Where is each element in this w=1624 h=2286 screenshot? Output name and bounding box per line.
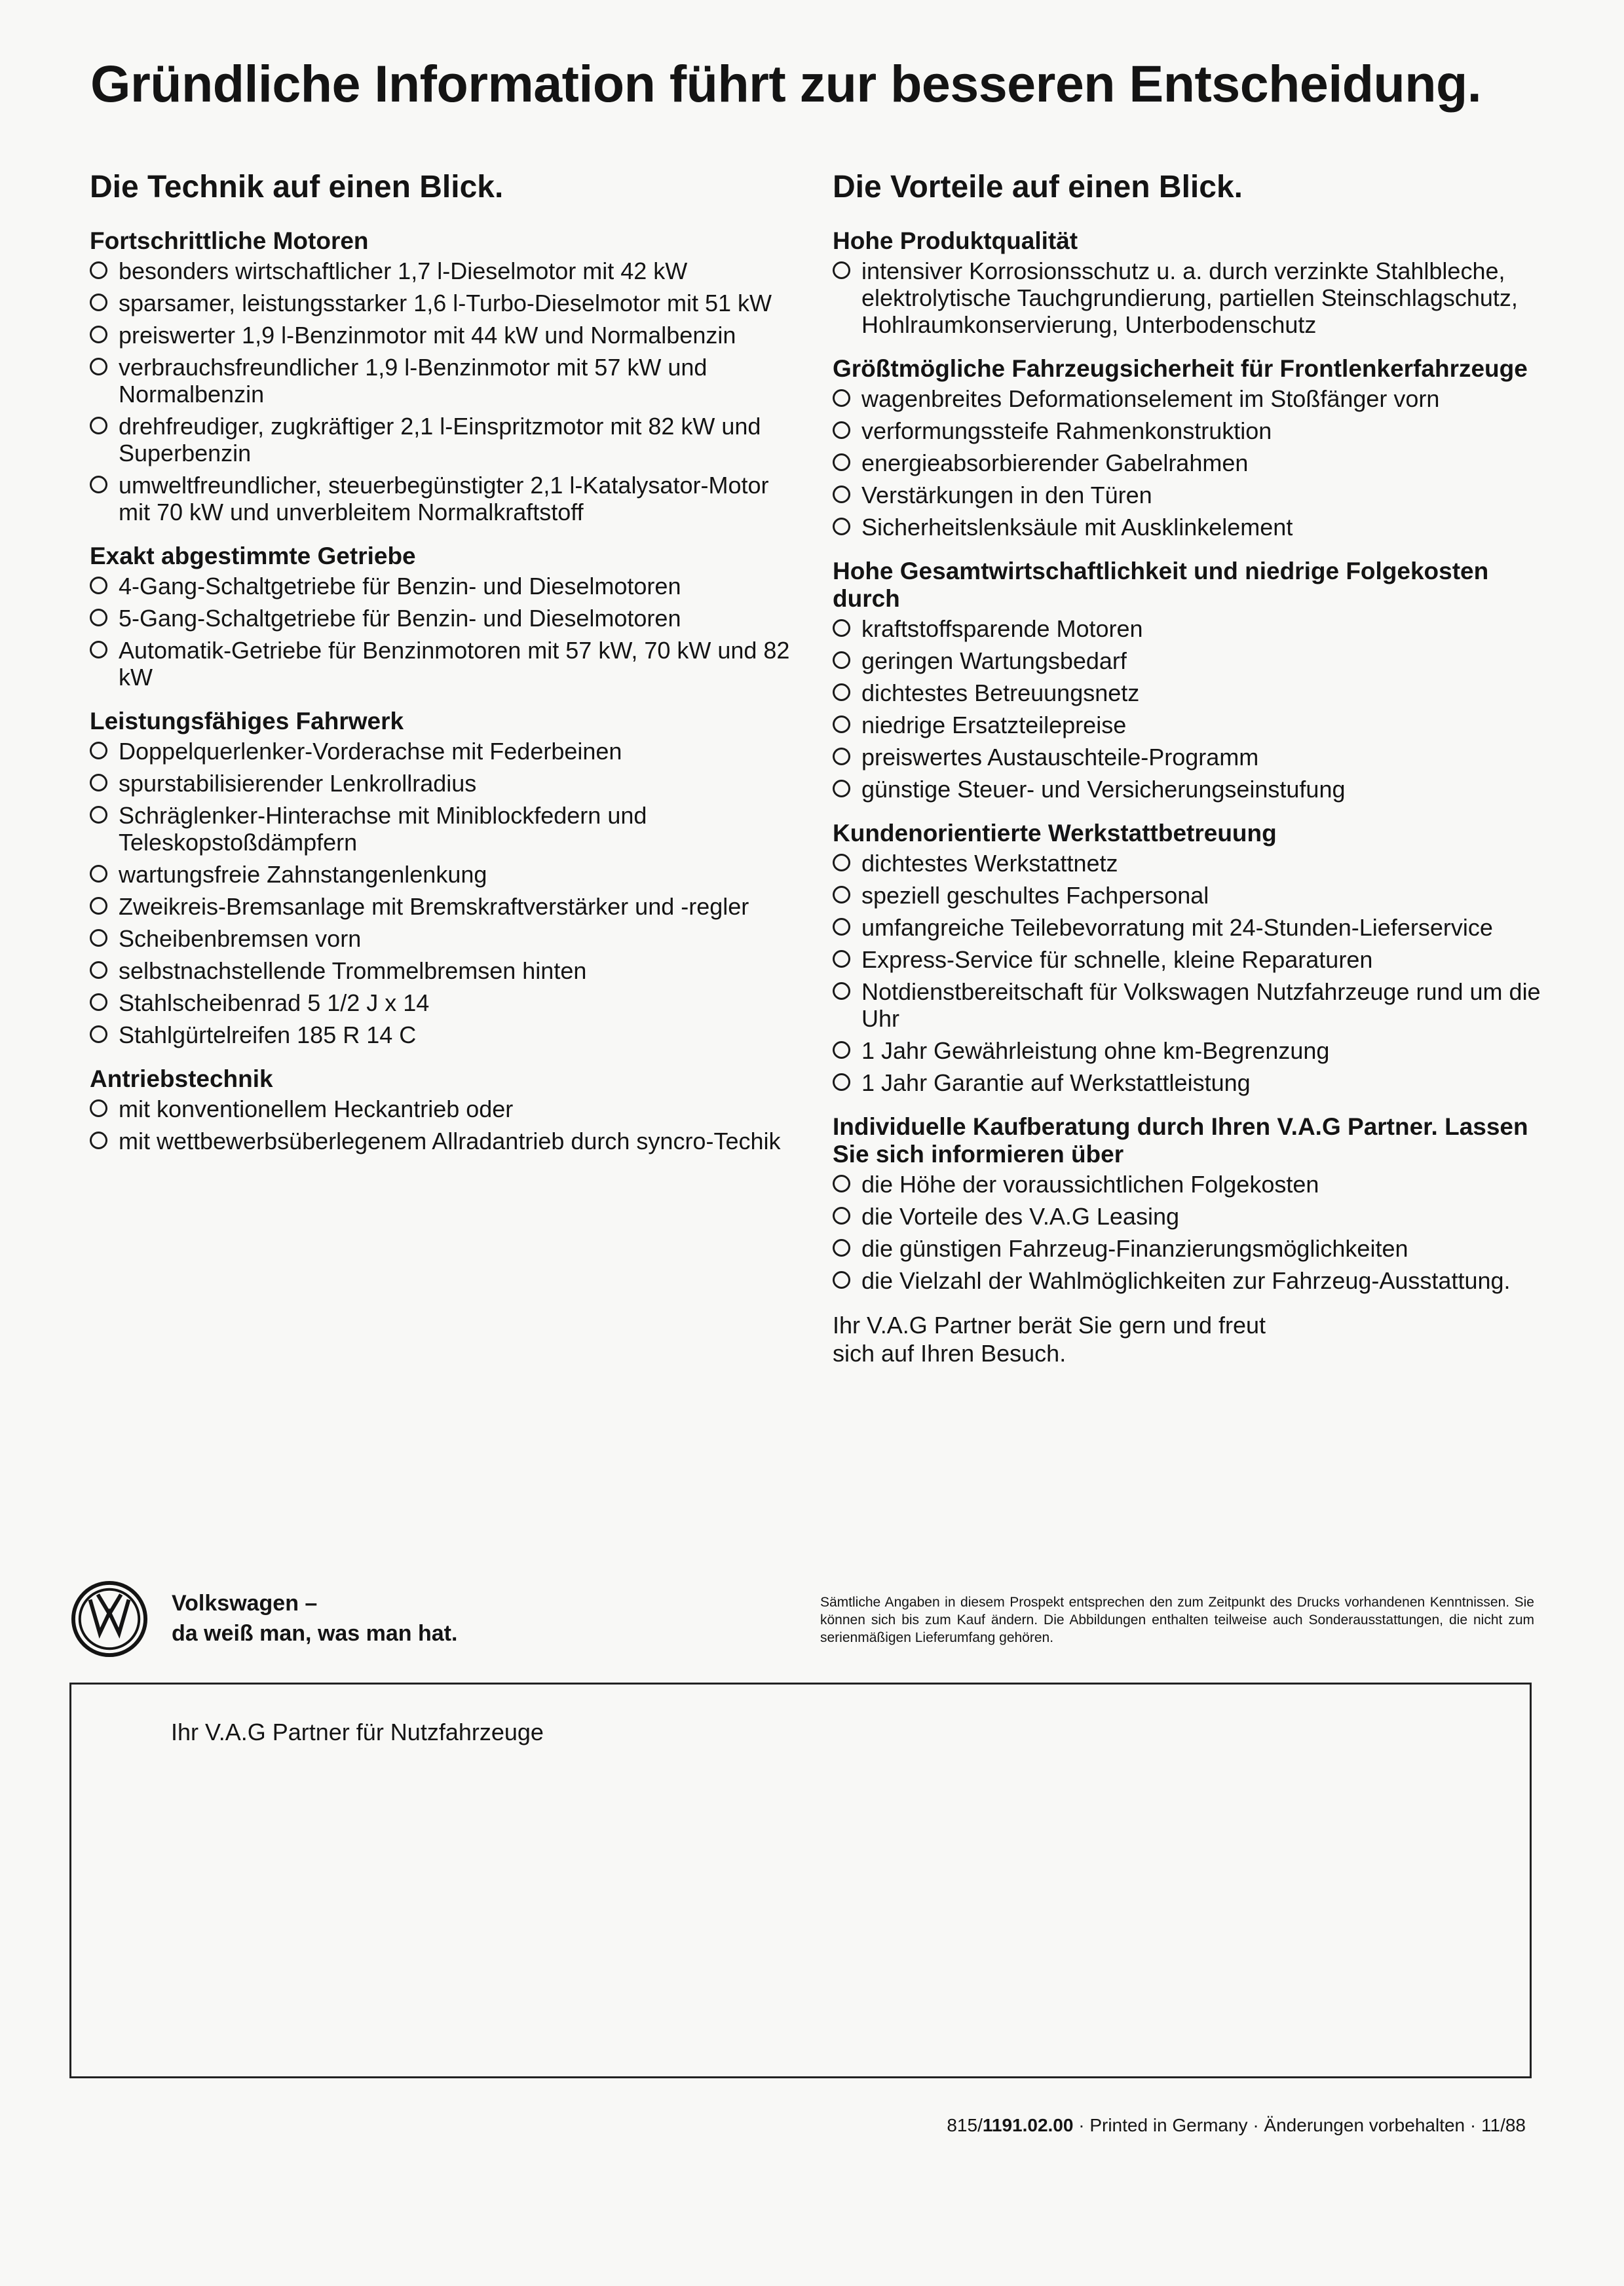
- feature-list: [820, 615, 1554, 803]
- list-item-text: Zweikreis-Bremsanlage mit Bremskraftverstärker und -regler: [119, 893, 749, 921]
- circle-bullet-icon: [90, 806, 107, 824]
- list-item-text: 4-Gang-Schaltgetriebe für Benzin- und Dieselmotoren: [119, 573, 681, 600]
- list-item: [77, 738, 804, 765]
- list-item: [820, 850, 1554, 877]
- list-item: [820, 712, 1554, 738]
- circle-bullet-icon: [90, 929, 107, 947]
- footer-code: 1191.02.00: [982, 2115, 1074, 2135]
- section-title: Fortschrittliche Motoren: [90, 227, 369, 255]
- list-item: [77, 290, 804, 316]
- circle-bullet-icon: [90, 294, 107, 311]
- list-item: [77, 257, 804, 284]
- list-item-text: geringen Wartungsbedarf: [861, 647, 1127, 675]
- circle-bullet-icon: [833, 918, 850, 936]
- list-item-text: Sicherheitslenksäule mit Ausklinkelement: [861, 514, 1293, 541]
- list-item-text: spurstabilisierender Lenkrollradius: [119, 770, 477, 797]
- list-item: [820, 417, 1554, 444]
- section-title: Antriebstechnik: [90, 1065, 273, 1093]
- list-item-text: 1 Jahr Garantie auf Werkstattleistung: [861, 1069, 1251, 1097]
- list-item: [820, 449, 1554, 476]
- circle-bullet-icon: [833, 1207, 850, 1225]
- feature-list: [820, 385, 1554, 541]
- list-item: [820, 1171, 1554, 1198]
- list-item: [820, 1069, 1554, 1096]
- circle-bullet-icon: [833, 854, 850, 871]
- circle-bullet-icon: [833, 389, 850, 407]
- list-item: [77, 861, 804, 888]
- circle-bullet-icon: [90, 1099, 107, 1117]
- feature-list: [820, 850, 1554, 1096]
- circle-bullet-icon: [90, 609, 107, 626]
- circle-bullet-icon: [90, 358, 107, 375]
- circle-bullet-icon: [90, 641, 107, 658]
- list-item-text: die Vorteile des V.A.G Leasing: [861, 1203, 1179, 1230]
- technik-column: [77, 169, 804, 1172]
- circle-bullet-icon: [90, 865, 107, 883]
- circle-bullet-icon: [833, 261, 850, 279]
- circle-bullet-icon: [90, 993, 107, 1011]
- circle-bullet-icon: [833, 1239, 850, 1257]
- list-item: [820, 946, 1554, 973]
- feature-section: [820, 820, 1554, 1096]
- list-item-text: Notdienstbereitschaft für Volkswagen Nutzfahrzeuge rund um die Uhr: [861, 978, 1541, 1033]
- feature-list: [77, 1095, 804, 1154]
- list-item-text: umfangreiche Teilebevorratung mit 24-Stunden-Lieferservice: [861, 914, 1493, 942]
- circle-bullet-icon: [833, 619, 850, 637]
- list-item-text: Doppelquerlenker-Vorderachse mit Federbeinen: [119, 738, 622, 765]
- circle-bullet-icon: [90, 577, 107, 594]
- circle-bullet-icon: [90, 417, 107, 434]
- brand-slogan: [172, 1588, 538, 1648]
- feature-section: [820, 355, 1554, 541]
- section-title: Hohe Produktqualität: [833, 227, 1078, 255]
- partner-box-label: Ihr V.A.G Partner für Nutzfahrzeuge: [171, 1719, 544, 1745]
- list-item-text: 5-Gang-Schaltgetriebe für Benzin- und Dieselmotoren: [119, 605, 681, 632]
- feature-list: [77, 738, 804, 1048]
- page-title: Gründliche Information führt zur besseren Entscheidung.: [90, 54, 1482, 113]
- list-item: [820, 978, 1554, 1032]
- circle-bullet-icon: [90, 261, 107, 279]
- list-item-text: drehfreudiger, zugkräftiger 2,1 l-Einspritzmotor mit 82 kW und Superbenzin: [119, 413, 761, 467]
- list-item-text: günstige Steuer- und Versicherungseinstufung: [861, 776, 1346, 803]
- list-item: [77, 1095, 804, 1122]
- list-item-text: mit konventionellem Heckantrieb oder: [119, 1095, 514, 1123]
- section-title: Exakt abgestimmte Getriebe: [90, 543, 416, 570]
- circle-bullet-icon: [833, 886, 850, 904]
- section-list: [820, 227, 1554, 1294]
- footer-code-prefix: 815/: [947, 2115, 983, 2135]
- list-item-text: mit wettbewerbsüberlegenem Allradantrieb durch syncro-Techik: [119, 1128, 781, 1155]
- feature-list: [77, 257, 804, 525]
- list-item: [77, 925, 804, 952]
- disclaimer-text: Sämtliche Angaben in diesem Prospekt entsprechen den zum Zeitpunkt des Drucks vorhandenen Kenntnissen. Sie können sich bis zum Kauf ändern. Die Abbildungen enthalten teilweise auch Sonderausstattungen, die nicht zum serienmäßigen Lieferumfang gehören.: [820, 1595, 1534, 1645]
- print-footer: [947, 2115, 1526, 2136]
- circle-bullet-icon: [90, 1132, 107, 1149]
- section-title: Leistungsfähiges Fahrwerk: [90, 708, 404, 735]
- list-item-text: Automatik-Getriebe für Benzinmotoren mit 57 kW, 70 kW und 82 kW: [119, 637, 790, 691]
- list-item: [77, 605, 804, 632]
- section-title: Größtmögliche Fahrzeugsicherheit für Frontlenkerfahrzeuge: [833, 355, 1528, 383]
- circle-bullet-icon: [833, 518, 850, 535]
- feature-section: [77, 543, 804, 691]
- circle-bullet-icon: [833, 1175, 850, 1192]
- circle-bullet-icon: [833, 453, 850, 471]
- list-item: [77, 413, 804, 467]
- list-item: [820, 679, 1554, 706]
- list-item-text: verbrauchsfreundlicher 1,9 l-Benzinmotor mit 57 kW und Normalbenzin: [119, 354, 708, 408]
- list-item-text: die Höhe der voraussichtlichen Folgekosten: [861, 1171, 1319, 1198]
- circle-bullet-icon: [833, 683, 850, 701]
- list-item: [820, 482, 1554, 508]
- list-item-text: Stahlscheibenrad 5 1/2 J x 14: [119, 989, 430, 1017]
- vw-logo-icon: [71, 1580, 148, 1658]
- circle-bullet-icon: [833, 651, 850, 669]
- list-item-text: besonders wirtschaftlicher 1,7 l-Dieselmotor mit 42 kW: [119, 257, 688, 285]
- section-title: Kundenorientierte Werkstattbetreuung: [833, 820, 1277, 847]
- list-item-text: die Vielzahl der Wahlmöglichkeiten zur Fahrzeug-Ausstattung.: [861, 1267, 1511, 1295]
- list-item-text: Express-Service für schnelle, kleine Reparaturen: [861, 946, 1373, 974]
- list-item: [820, 776, 1554, 803]
- list-item: [77, 957, 804, 984]
- list-item: [820, 1267, 1554, 1294]
- list-item-text: dichtestes Werkstattnetz: [861, 850, 1118, 877]
- list-item-text: 1 Jahr Gewährleistung ohne km-Begrenzung: [861, 1037, 1330, 1065]
- feature-list: [77, 573, 804, 691]
- list-item-text: intensiver Korrosionsschutz u. a. durch verzinkte Stahlbleche, elektrolytische Tauchgrundierung, partiellen Steinschlagschutz, Hohlraumkonservierung, Unterbodenschutz: [861, 257, 1518, 339]
- slogan-line: Volkswagen –: [172, 1591, 318, 1616]
- circle-bullet-icon: [833, 982, 850, 1000]
- circle-bullet-icon: [833, 486, 850, 503]
- circle-bullet-icon: [833, 950, 850, 968]
- dealer-stamp-box: [69, 1683, 1532, 2078]
- list-item: [820, 1037, 1554, 1064]
- list-item-text: kraftstoffsparende Motoren: [861, 615, 1143, 643]
- list-item: [77, 354, 804, 408]
- circle-bullet-icon: [90, 774, 107, 791]
- list-item-text: umweltfreundlicher, steuerbegünstigter 2,1 l-Katalysator-Motor mit 70 kW und unverbleitem Normalkraftstoff: [119, 472, 769, 526]
- list-item: [77, 1021, 804, 1048]
- circle-bullet-icon: [833, 748, 850, 765]
- section-title: Individuelle Kaufberatung durch Ihren V.A.G Partner. Lassen Sie sich informieren über: [833, 1113, 1528, 1168]
- slogan-line: da weiß man, was man hat.: [172, 1621, 458, 1646]
- feature-section: [820, 227, 1554, 338]
- list-item: [77, 989, 804, 1016]
- list-item-text: Schräglenker-Hinterachse mit Miniblockfedern und Teleskopstoßdämpfern: [119, 802, 647, 856]
- closing-text: Ihr V.A.G Partner berät Sie gern und freut sich auf Ihren Besuch.: [833, 1312, 1266, 1367]
- list-item-text: niedrige Ersatzteilepreise: [861, 712, 1127, 739]
- list-item-text: wartungsfreie Zahnstangenlenkung: [119, 861, 487, 888]
- list-item: [820, 1203, 1554, 1230]
- list-item-text: Verstärkungen in den Türen: [861, 482, 1152, 509]
- list-item: [820, 647, 1554, 674]
- list-item-text: Stahlgürtelreifen 185 R 14 C: [119, 1021, 417, 1049]
- list-item: [77, 770, 804, 797]
- circle-bullet-icon: [90, 476, 107, 493]
- footer-text: · Printed in Germany · Änderungen vorbehalten · 11/88: [1073, 2115, 1526, 2135]
- list-item: [77, 893, 804, 920]
- list-item: [820, 615, 1554, 642]
- list-item: [820, 882, 1554, 909]
- feature-section: [820, 1113, 1554, 1294]
- list-item: [820, 744, 1554, 771]
- list-item-text: wagenbreites Deformationselement im Stoßfänger vorn: [861, 385, 1440, 413]
- feature-list: [820, 1171, 1554, 1294]
- list-item-text: dichtestes Betreuungsnetz: [861, 679, 1140, 707]
- circle-bullet-icon: [90, 1025, 107, 1043]
- list-item-text: sparsamer, leistungsstarker 1,6 l-Turbo-Dieselmotor mit 51 kW: [119, 290, 772, 317]
- list-item: [820, 914, 1554, 941]
- list-item: [77, 322, 804, 349]
- list-item-text: die günstigen Fahrzeug-Finanzierungsmöglichkeiten: [861, 1235, 1408, 1263]
- circle-bullet-icon: [90, 897, 107, 915]
- section-title: Hohe Gesamtwirtschaftlichkeit und niedrige Folgekosten durch: [833, 558, 1489, 613]
- circle-bullet-icon: [90, 961, 107, 979]
- feature-section: [820, 558, 1554, 803]
- column-heading: Die Technik auf einen Blick.: [90, 170, 504, 204]
- list-item: [820, 385, 1554, 412]
- list-item-text: energieabsorbierender Gabelrahmen: [861, 449, 1249, 477]
- circle-bullet-icon: [833, 421, 850, 439]
- list-item-text: preiswerter 1,9 l-Benzinmotor mit 44 kW und Normalbenzin: [119, 322, 736, 349]
- list-item-text: Scheibenbremsen vorn: [119, 925, 362, 953]
- feature-section: [77, 227, 804, 525]
- list-item: [77, 802, 804, 856]
- list-item: [77, 472, 804, 525]
- list-item: [77, 573, 804, 600]
- feature-section: [77, 708, 804, 1048]
- list-item: [820, 514, 1554, 541]
- circle-bullet-icon: [90, 742, 107, 759]
- circle-bullet-icon: [833, 1073, 850, 1091]
- circle-bullet-icon: [833, 780, 850, 797]
- section-list: [77, 227, 804, 1154]
- circle-bullet-icon: [833, 1271, 850, 1289]
- list-item: [820, 1235, 1554, 1262]
- circle-bullet-icon: [90, 326, 107, 343]
- feature-list: [820, 257, 1554, 338]
- list-item-text: speziell geschultes Fachpersonal: [861, 882, 1209, 909]
- list-item-text: preiswertes Austauschteile-Programm: [861, 744, 1259, 771]
- column-heading: Die Vorteile auf einen Blick.: [833, 170, 1243, 204]
- list-item-text: selbstnachstellende Trommelbremsen hinten: [119, 957, 587, 985]
- circle-bullet-icon: [833, 715, 850, 733]
- circle-bullet-icon: [833, 1041, 850, 1059]
- list-item-text: verformungssteife Rahmenkonstruktion: [861, 417, 1272, 445]
- feature-section: [77, 1065, 804, 1154]
- vorteile-column: [820, 169, 1554, 1367]
- list-item: [77, 1128, 804, 1154]
- list-item: [820, 257, 1554, 338]
- vw-logo: [71, 1580, 148, 1658]
- list-item: [77, 637, 804, 691]
